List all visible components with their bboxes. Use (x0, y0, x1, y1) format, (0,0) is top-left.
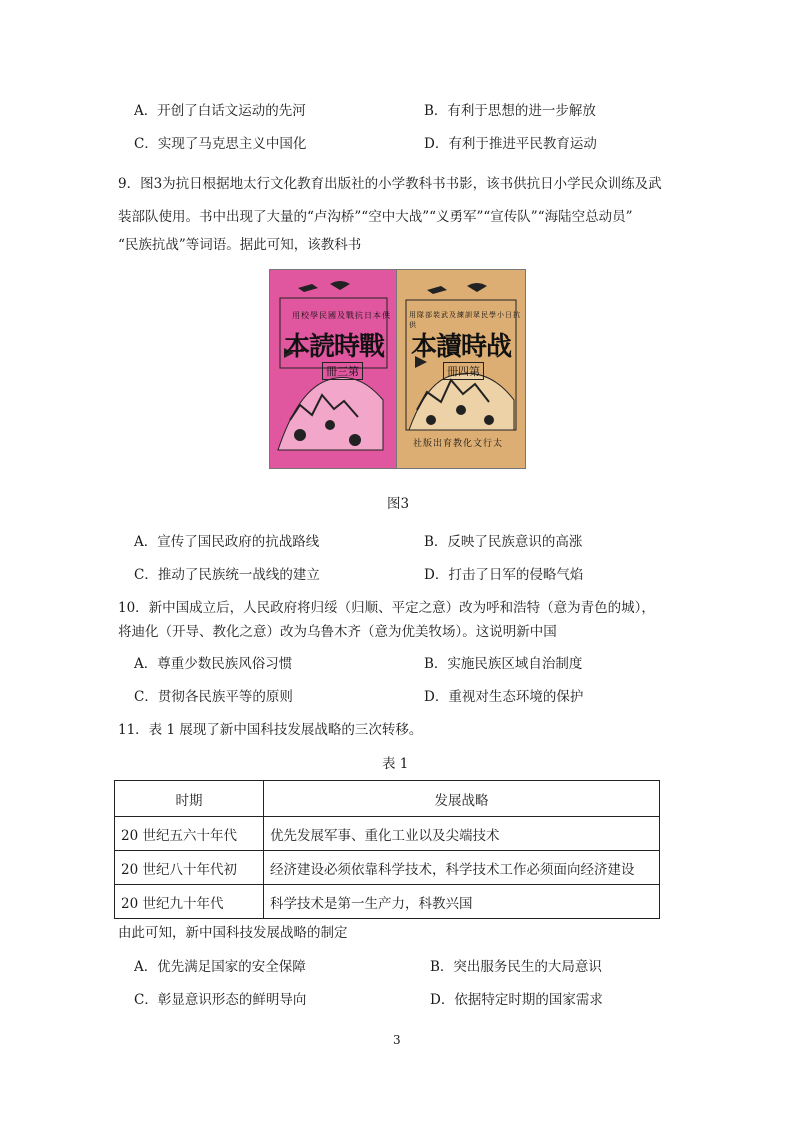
table-cell-strategy: 经济建设必须依靠科学技术，科学技术工作必须面向经济建设 (264, 851, 660, 885)
table-cell-period: 20 世纪八十年代初 (115, 851, 264, 885)
book-cover-right (396, 269, 526, 469)
table-cell-period: 20 世纪九十年代 (115, 885, 264, 919)
q11-option-a: A．优先满足国家的安全保障 (134, 959, 306, 975)
q9-option-a: A．宣传了国民政府的抗战路线 (134, 534, 320, 550)
q11-stem: 11．表 1 展现了新中国科技发展战略的三次转移。 (118, 722, 423, 738)
q9-stem-line3: “民族抗战”等词语。据此可知，该教科书 (118, 237, 362, 253)
table-cell-strategy: 优先发展军事、重化工业以及尖端技术 (264, 817, 660, 851)
q8-option-c: C．实现了马克思主义中国化 (134, 136, 307, 152)
table-row (115, 817, 660, 851)
figure-caption: 图3 (387, 496, 410, 512)
q11-option-b: B．突出服务民生的大局意识 (430, 959, 602, 975)
book-cover-left (269, 269, 398, 469)
right-cover-title: 本讀時战 (411, 332, 512, 362)
table-cell-period: 20 世纪五六十年代 (115, 817, 264, 851)
q11-option-c: C．彰显意识形态的鲜明导向 (134, 992, 307, 1008)
q10-option-d: D．重视对生态环境的保护 (424, 689, 584, 705)
q10-stem-line2: 将迪化（开导、教化之意）改为乌鲁木齐（意为优美牧场）。这说明新中国 (118, 624, 557, 640)
right-cover-publisher: 社版出育教化文行太 (413, 439, 504, 449)
q8-option-d: D．有利于推进平民教育运动 (424, 136, 597, 152)
table-header-strategy: 发展战略 (264, 781, 660, 817)
q11-option-d: D．依据特定时期的国家需求 (430, 992, 603, 1008)
q9-stem-line1: 9．图3为抗日根据地太行文化教育出版社的小学教科书书影，该书供抗日小学民众训练及武 (118, 176, 662, 192)
strategy-table (114, 780, 660, 919)
table-header-period: 时期 (115, 781, 264, 817)
q10-option-b: B．实施民族区域自治制度 (424, 656, 583, 672)
q8-option-b: B．有利于思想的进一步解放 (424, 103, 596, 119)
table-caption: 表 1 (382, 756, 409, 772)
q10-option-c: C．贯彻各民族平等的原则 (134, 689, 293, 705)
table-header-row (115, 781, 660, 817)
left-cover-volume: 冊三第 (322, 362, 363, 380)
left-cover-title: 本読時戰 (284, 332, 385, 362)
table-cell-strategy: 科学技术是第一生产力，科教兴国 (264, 885, 660, 919)
q10-stem-line1: 10．新中国成立后，人民政府将归绥（归顺、平定之意）改为呼和浩特（意为青色的城）， (118, 600, 655, 616)
table-row (115, 851, 660, 885)
q8-option-a: A．开创了白话文运动的先河 (134, 103, 306, 119)
right-cover-subtitle: 用隊部裝武及練訓眾民學小日抗供 (409, 311, 521, 329)
q10-option-a: A．尊重少数民族风俗习惯 (134, 656, 293, 672)
table-row (115, 885, 660, 919)
left-cover-subtitle: 用校學民國及戰抗日本供 (292, 311, 391, 320)
right-cover-volume: 冊四第 (443, 362, 484, 380)
q9-option-b: B．反映了民族意识的高涨 (424, 534, 583, 550)
q11-after-table: 由此可知，新中国科技发展战略的制定 (118, 925, 348, 941)
q9-option-d: D．打击了日军的侵略气焰 (424, 567, 584, 583)
q9-stem-line2: 装部队使用。书中出现了大量的“卢沟桥”“空中大战”“义勇军”“宣传队”“海陆空总动员” (118, 209, 633, 225)
q9-option-c: C．推动了民族统一战线的建立 (134, 567, 320, 583)
page-number: 3 (393, 1033, 401, 1047)
